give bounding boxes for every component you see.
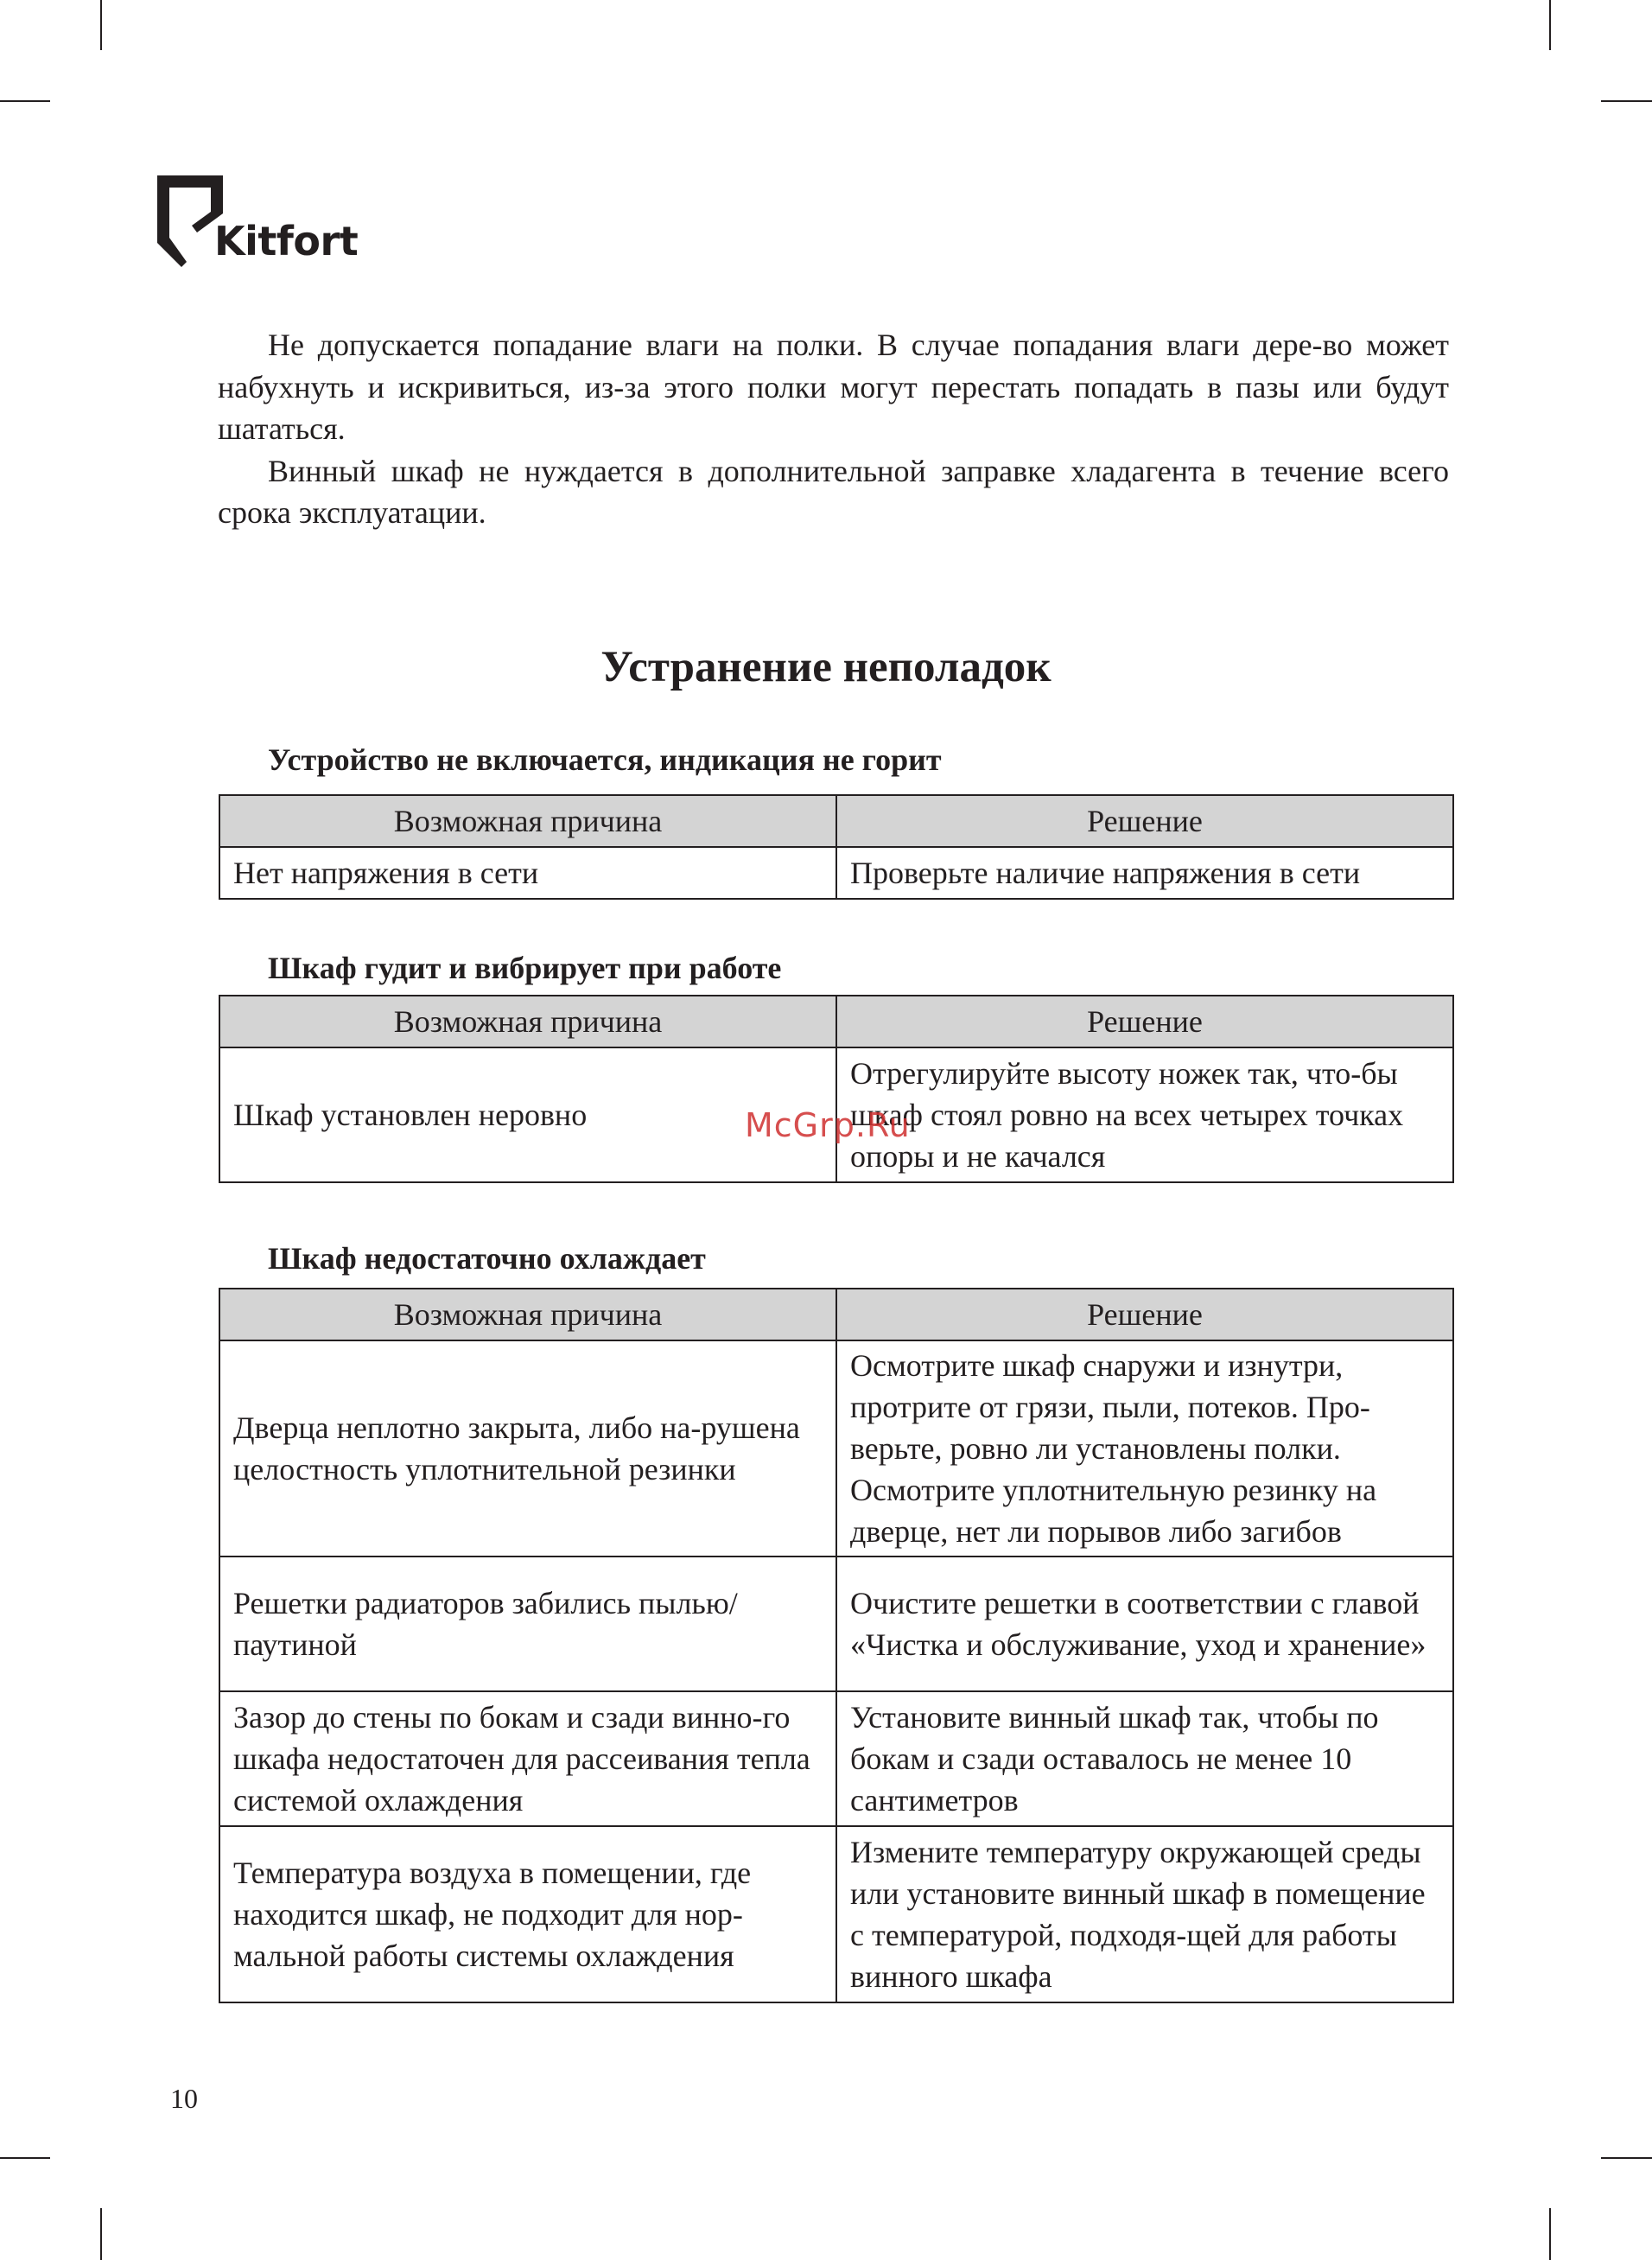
troubleshooting-table — [219, 794, 1454, 900]
table-heading: Устройство не включается, индикация не горит — [268, 742, 942, 777]
cause-cell: Нет напряжения в сети — [219, 847, 836, 899]
table-row — [219, 1340, 1453, 1557]
solution-cell: Очистите решетки в соответствии с главой «Чистка и обслуживание, уход и хранение» — [836, 1557, 1453, 1691]
crop-mark — [0, 2157, 50, 2159]
solution-cell: Проверьте наличие напряжения в сети — [836, 847, 1453, 899]
column-header-solution: Решение — [836, 996, 1453, 1047]
section-title: Устранение неполадок — [600, 643, 1052, 691]
table-heading: Шкаф недостаточно охлаждает — [268, 1241, 706, 1276]
cause-cell: Решетки радиаторов забились пылью/паутиной — [219, 1557, 836, 1691]
crop-mark — [100, 2208, 102, 2260]
table-heading: Шкаф гудит и вибрирует при работе — [268, 951, 782, 985]
cause-cell: Шкаф установлен неровно — [219, 1047, 836, 1182]
column-header-cause: Возможная причина — [219, 1289, 836, 1340]
table-row — [219, 1826, 1453, 2002]
table-header-row — [219, 1289, 1453, 1340]
intro-paragraph: Не допускается попадание влаги на полки. В случае попадания влаги дере-во может набухнуть и искривиться, из-за этого полки могут перестать попадать в пазы или будут шататься. — [218, 328, 1449, 446]
crop-mark — [1549, 0, 1551, 50]
troubleshooting-table — [219, 995, 1454, 1183]
crop-mark — [1549, 2208, 1551, 2260]
brand-name: Kitfort — [214, 218, 359, 264]
solution-cell: Отрегулируйте высоту ножек так, что-бы шкаф стоял ровно на всех четырех точках опоры и не качался — [836, 1047, 1453, 1182]
page-number: 10 — [170, 2083, 198, 2114]
solution-cell: Установите винный шкаф так, чтобы по бокам и сзади оставалось не менее 10 сантиметров — [836, 1691, 1453, 1826]
table-row — [219, 1691, 1453, 1826]
intro-paragraph: Винный шкаф не нуждается в дополнительной заправке хладагента в течение всего срока эксплуатации. — [218, 453, 1449, 530]
table-row — [219, 847, 1453, 899]
solution-cell: Измените температуру окружающей среды или установите винный шкаф в помещение с температурой, подходя-щей для работы винного шкафа — [836, 1826, 1453, 2002]
crop-mark — [100, 0, 102, 50]
column-header-cause: Возможная причина — [219, 795, 836, 847]
crop-mark — [1601, 100, 1652, 102]
column-header-solution: Решение — [836, 795, 1453, 847]
table-header-row — [219, 996, 1453, 1047]
table-row — [219, 1557, 1453, 1691]
cause-cell: Зазор до стены по бокам и сзади винно-го шкафа недостаточен для рассеивания тепла системой охлаждения — [219, 1691, 836, 1826]
cause-cell: Дверца неплотно закрыта, либо на-рушена целостность уплотнительной резинки — [219, 1340, 836, 1557]
troubleshooting-table — [219, 1288, 1454, 2003]
column-header-solution: Решение — [836, 1289, 1453, 1340]
watermark: McGrp.Ru — [745, 1106, 911, 1144]
intro-text — [218, 324, 1449, 534]
crop-mark — [0, 100, 50, 102]
crop-mark — [1601, 2157, 1652, 2159]
solution-cell: Осмотрите шкаф снаружи и изнутри, протрите от грязи, пыли, потеков. Про-верьте, ровно ли установлены полки. Осмотрите уплотнительную резинку на дверце, нет ли порывов либо загибов — [836, 1340, 1453, 1557]
column-header-cause: Возможная причина — [219, 996, 836, 1047]
table-header-row — [219, 795, 1453, 847]
cause-cell: Температура воздуха в помещении, где находится шкаф, не подходит для нор-мальной работы системы охлаждения — [219, 1826, 836, 2002]
